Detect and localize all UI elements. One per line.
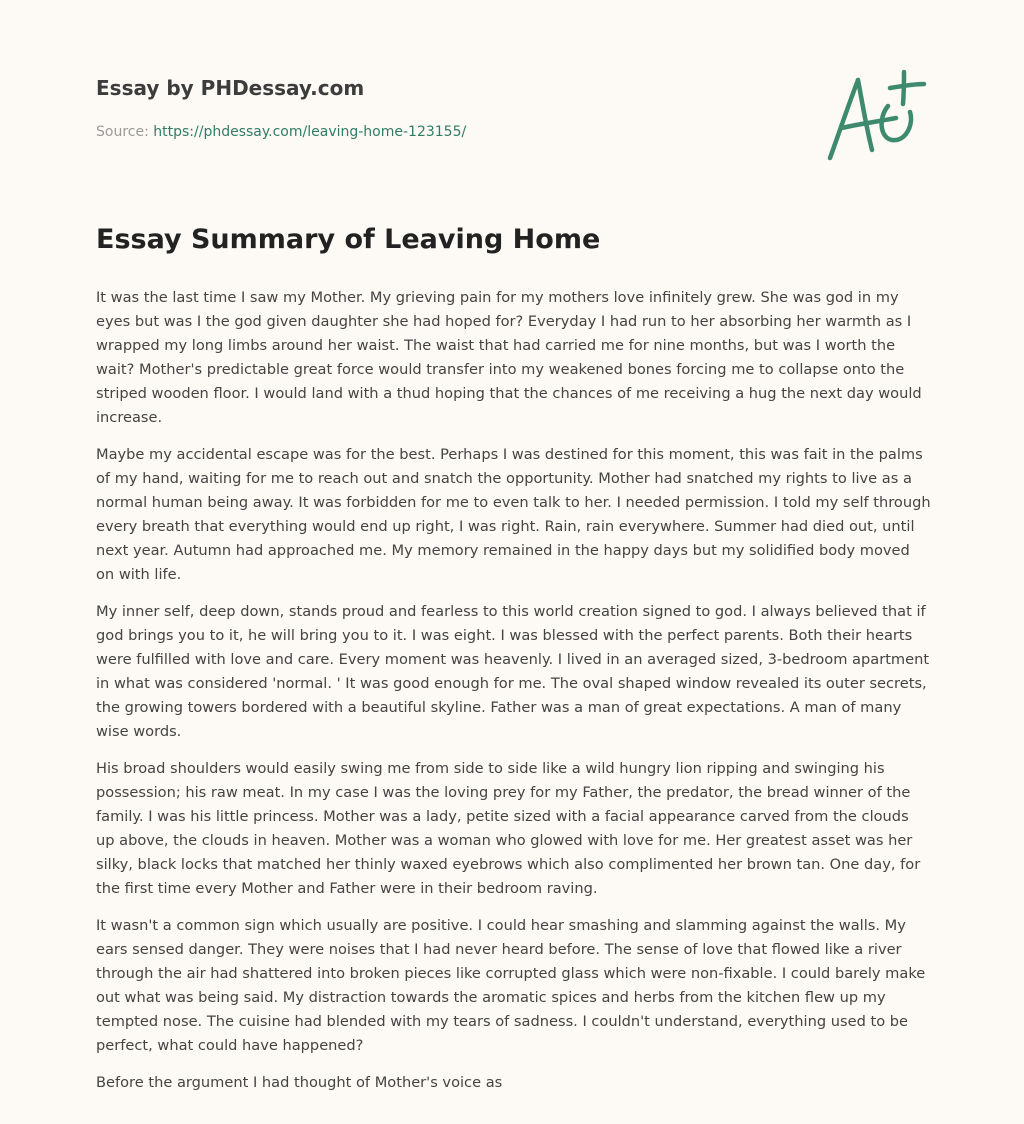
essay-paragraph: It was the last time I saw my Mother. My grieving pain for my mothers love infinitely grew. She was god in my eyes but was I the god given daughter she had hoped for? Everyday I had run to her absorbing her warmth as I wrapped my long limbs around her waist. The waist that had carried me for nine months, but was I worth the wait? Mother's predictable great force would transfer into my weakened bones forcing me to collapse onto the striped wooden floor. I would land with a thud hoping that the chances of me receiving a hug the next day would increase. <box>96 289 922 426</box>
source-label: Source: <box>96 124 154 140</box>
essay-paragraph: Maybe my accidental escape was for the best. Perhaps I was destined for this moment, this was fait in the palms of my hand, waiting for me to reach out and snatch the opportunity. Mother had snatched my rights to live as a normal human being away. It was forbidden for me to even talk to her. I needed permission. I told my self through every breath that everything would end up right, I was right. Rain, rain everywhere. Summer had died out, until next year. Autumn had approached me. My memory remained in the happy days but my solidified body moved on with life. <box>96 446 931 583</box>
essay-paragraph: Before the argument I had thought of Mother's voice as <box>96 1074 503 1091</box>
a-plus-grade-icon <box>820 66 930 166</box>
source-line <box>96 124 466 140</box>
essay-paragraph: My inner self, deep down, stands proud and fearless to this world creation signed to god. I always believed that if god brings you to it, he will bring you to it. I was eight. I was blessed with the perfect parents. Both their hearts were fulfilled with love and care. Every moment was heavenly. I lived in an averaged sized, 3-bedroom apartment in what was considered 'normal. ' It was good enough for me. The oval shaped window revealed its outer secrets, the growing towers bordered with a beautiful skyline. Father was a man of great expectations. A man of many wise words. <box>96 603 930 740</box>
site-brand: Essay by PHDessay.com <box>96 76 365 100</box>
essay-body <box>96 286 931 1108</box>
source-link[interactable]: https://phdessay.com/leaving-home-123155/ <box>153 124 467 140</box>
essay-paragraph: His broad shoulders would easily swing me from side to side like a wild hungry lion ripping and swinging his possession; his raw meat. In my case I was the loving prey for my Father, the predator, the bread winner of the family. I was his little princess. Mother was a lady, petite sized with a facial appearance carved from the clouds up above, the clouds in heaven. Mother was a woman who glowed with love for me. Her greatest asset was her silky, black locks that matched her thinly waxed eyebrows which also complimented her brown tan. One day, for the first time every Mother and Father were in their bedroom raving. <box>96 760 921 897</box>
essay-title: Essay Summary of Leaving Home <box>96 224 601 255</box>
essay-paragraph: It wasn't a common sign which usually are positive. I could hear smashing and slamming against the walls. My ears sensed danger. They were noises that I had never heard before. The sense of love that flowed like a river through the air had shattered into broken pieces like corrupted glass which were non-fixable. I could barely make out what was being said. My distraction towards the aromatic spices and herbs from the kitchen flew up my tempted nose. The cuisine had blended with my tears of sadness. I couldn't understand, everything used to be perfect, what could have happened? <box>96 917 926 1054</box>
